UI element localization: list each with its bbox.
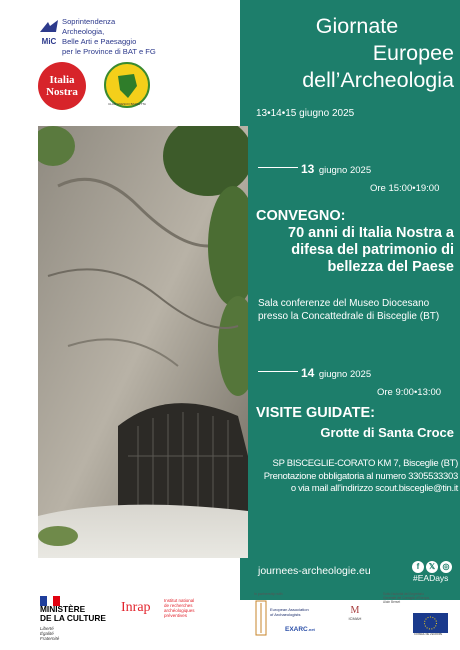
inrap-line: Institut national	[164, 598, 195, 603]
icmah-name: ICMAH	[348, 616, 362, 621]
coe-label: CONSEIL DE L'EUROPE	[414, 633, 443, 636]
exarc-logo	[285, 626, 315, 633]
mic-logo	[38, 18, 60, 48]
event1-month: giugno 2025	[318, 165, 372, 176]
exarc-suffix: .net	[307, 627, 315, 632]
hashtag: #EADays	[413, 573, 449, 583]
festival-dates: 13•14•15 giugno 2025	[256, 108, 355, 119]
social-icons	[410, 556, 452, 574]
inrap-logo: Inrap	[121, 600, 151, 615]
event1-subtitle-line: 70 anni di Italia Nostra a	[288, 225, 454, 241]
event1-date	[301, 160, 371, 178]
icmah-emblem: M	[350, 605, 360, 616]
eaa-logo	[255, 600, 267, 636]
website-link[interactable]: journees-archeologie.eu	[258, 565, 371, 577]
mc-motto	[40, 626, 59, 641]
cave-photo	[38, 126, 248, 558]
event2-info-line: SP BISCEGLIE-CORATO KM 7, Bisceglie (BT)	[272, 458, 458, 469]
institution-name	[62, 17, 232, 57]
club-logo-text: CLUB UNESCO BARLETTA	[108, 102, 146, 106]
event1-title: CONVEGNO:	[256, 208, 346, 224]
icmah-logo	[340, 605, 370, 621]
event1-time: Ore 15:00•19:00	[370, 183, 440, 194]
club-unesco-logo	[104, 62, 150, 108]
title-line: Europee	[372, 41, 454, 65]
eaa-name	[270, 607, 309, 617]
institution-line: Belle Arti e Paesaggio	[62, 37, 137, 46]
mic-label: MiC	[41, 37, 57, 46]
event2-day: 14	[301, 366, 315, 380]
event1-subtitle	[256, 225, 454, 276]
event2-time: Ore 9:00•13:00	[377, 387, 442, 398]
event2-info-line: o via mail all’indirizzo scout.bisceglie@tin.it	[290, 483, 458, 494]
coe-authority-line: Alain Berset	[383, 600, 401, 604]
facebook-icon[interactable]: f	[412, 561, 424, 573]
divider-line	[258, 371, 298, 372]
italia-nostra-line: Italia	[49, 74, 75, 86]
coe-authority-line: Sotto l'autorità del Segretario	[383, 592, 425, 596]
event2-month: giugno 2025	[318, 369, 372, 380]
institution-line: Archeologia,	[62, 27, 105, 36]
coe-authority-line: Generale del Consiglio d'Europa,	[383, 596, 430, 600]
institution-line: Soprintendenza	[62, 17, 116, 26]
inrap-line: de recherches	[164, 603, 193, 608]
event1-subtitle-line: difesa del patrimonio di	[291, 242, 454, 258]
mc-line: MINISTÈRE	[40, 604, 86, 614]
italia-nostra-line: Nostra	[46, 86, 78, 98]
event2-subtitle: Grotte di Santa Croce	[320, 425, 454, 440]
coe-authority-text	[383, 592, 453, 604]
title-line: dell’Archeologia	[302, 68, 454, 92]
inrap-description	[164, 598, 224, 618]
mc-motto-line: Égalité	[40, 631, 54, 636]
event1-place-line: Sala conferenze del Museo Diocesano	[258, 298, 430, 309]
ministere-culture-logo	[40, 605, 106, 622]
title-line: Giornate	[315, 14, 399, 38]
event1-subtitle-line: bellezza del Paese	[327, 259, 454, 275]
council-of-europe-logo	[413, 613, 448, 633]
divider-line	[258, 167, 298, 168]
event1-day: 13	[301, 162, 315, 176]
italia-nostra-logo	[38, 62, 86, 110]
event2-info	[256, 458, 458, 496]
eaa-line: of Archaeologists	[270, 612, 301, 617]
inrap-line: préventives	[164, 613, 188, 618]
inrap-line: archéologiques	[164, 608, 195, 613]
eaa-line: European Association	[270, 607, 309, 612]
institution-line: per le Province di BAT e FG	[62, 47, 156, 56]
instagram-icon[interactable]: ◎	[440, 561, 452, 573]
event1-place	[258, 297, 458, 323]
exarc-name: EXARC	[285, 626, 308, 633]
mc-motto-line: Liberté	[40, 626, 54, 631]
mc-line: DE LA CULTURE	[40, 612, 106, 623]
partner-label: In partnership with	[254, 592, 283, 596]
event2-info-line: Prenotazione obbligatoria al numero 3305533303	[263, 470, 458, 482]
page-title	[246, 13, 454, 94]
event2-date	[301, 364, 371, 382]
event2-title: VISITE GUIDATE:	[256, 405, 375, 421]
mc-motto-line: Fraternité	[40, 636, 60, 641]
x-icon[interactable]: 𝕏	[426, 561, 438, 573]
event1-place-line: presso la Concattedrale di Bisceglie (BT)	[258, 311, 440, 322]
